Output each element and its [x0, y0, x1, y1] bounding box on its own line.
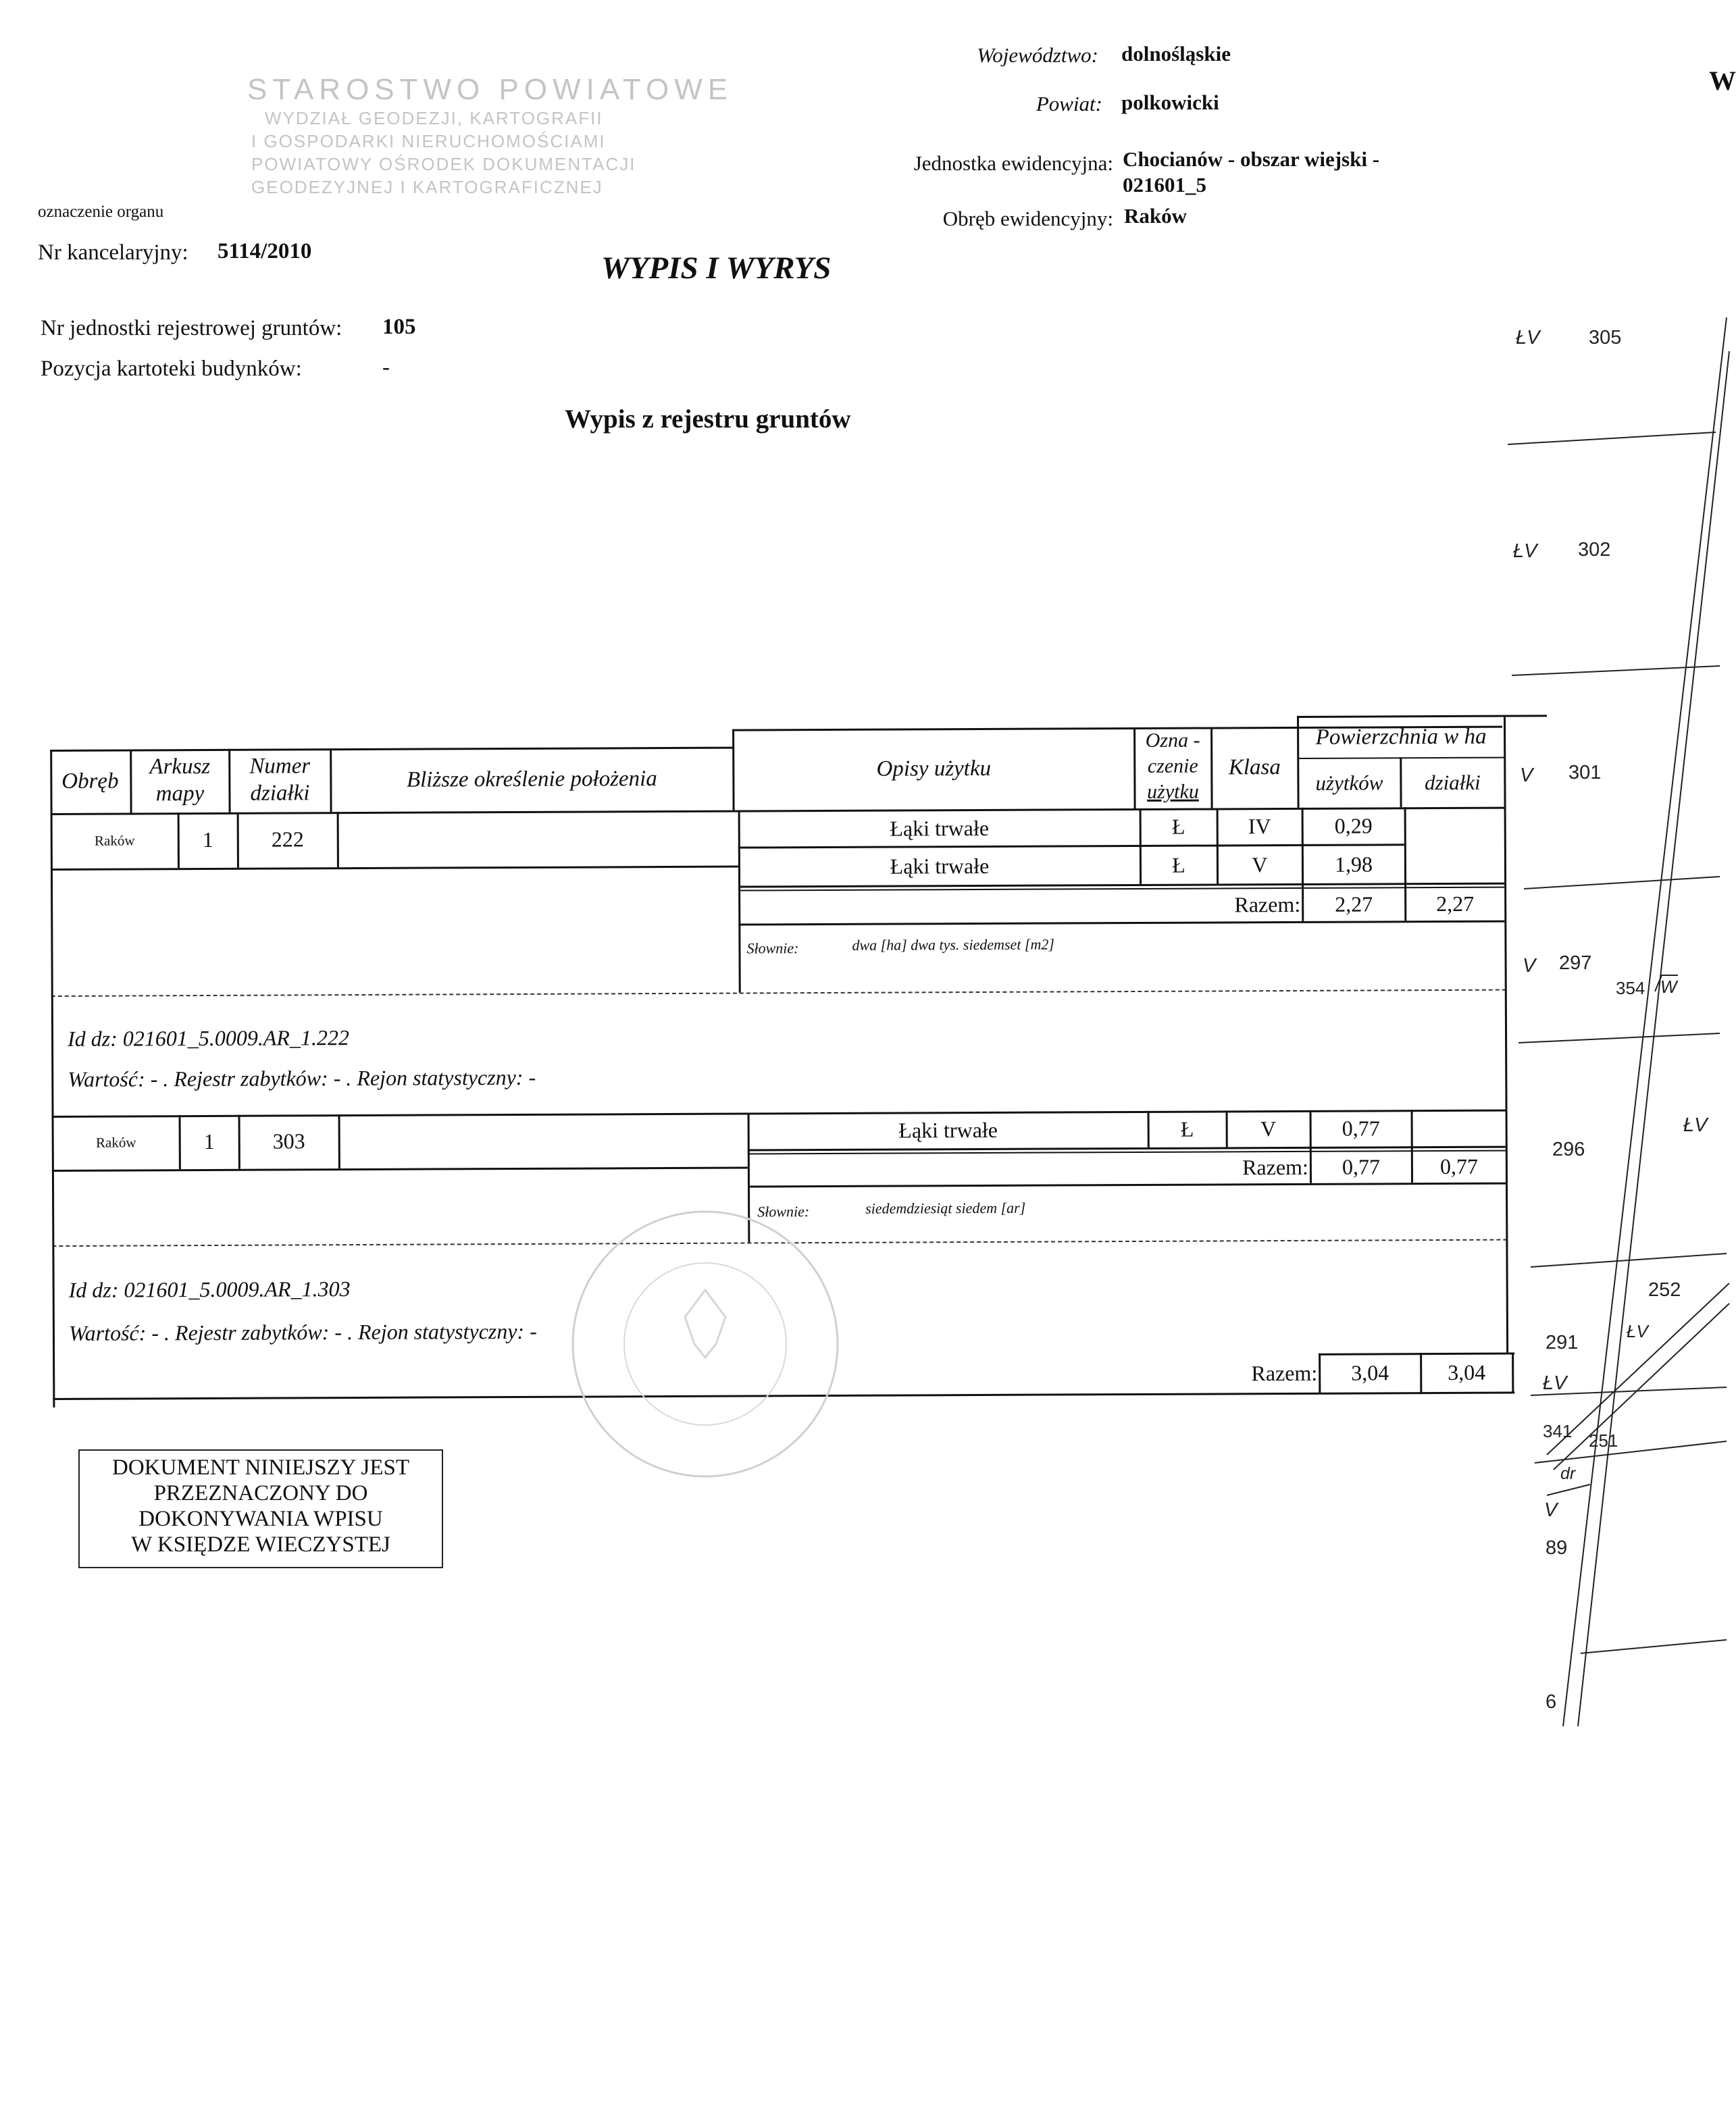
map-parcel-302: 302 — [1578, 539, 1611, 561]
razem-label: Razem: — [1242, 1155, 1308, 1180]
map-parcel-89: 89 — [1546, 1537, 1568, 1559]
parcel-numer: 303 — [272, 1129, 305, 1154]
note-box — [78, 1449, 443, 1568]
map-v-301: V — [1520, 765, 1533, 786]
stamp-line3: I GOSPODARKI NIERUCHOMOŚCIAMI — [251, 131, 606, 151]
header-ozn-3: użytku — [1147, 780, 1199, 804]
jednostka-label: Jednostka ewidencyjna: — [913, 151, 1113, 175]
total-label: Razem: — [1251, 1361, 1318, 1386]
razem-uzytkow: 0,77 — [1342, 1154, 1380, 1179]
razem-uzytkow: 2,27 — [1335, 892, 1373, 916]
slownie-label: Słownie: — [746, 939, 799, 957]
main-title: WYPIS I WYRYS — [601, 251, 832, 286]
kancelaryjny-label: Nr kancelaryjny: — [38, 240, 188, 265]
header-ozn-1: Ozna - — [1145, 729, 1200, 752]
razem-dzialki: 0,77 — [1439, 1154, 1478, 1179]
parcel-wartosc: Wartość: - . Rejestr zabytków: - . Rejon statystyczny: - — [68, 1064, 536, 1091]
kancelaryjny-value: 5114/2010 — [218, 239, 312, 263]
note-line3: DOKONYWANIA WPISU — [138, 1507, 383, 1531]
map-w-354: W — [1660, 977, 1677, 997]
use-opis: Łąki trwałe — [890, 816, 990, 841]
header-opisy: Opisy użytku — [876, 756, 992, 781]
header-arkusz-1: Arkusz — [149, 754, 211, 779]
header-klasa: Klasa — [1228, 754, 1281, 780]
use-klasa: V — [1252, 852, 1268, 877]
use-opis: Łąki trwałe — [898, 1118, 998, 1143]
map-parcel-291: 291 — [1546, 1332, 1579, 1353]
stamp-line1: STAROSTWO POWIATOWE — [247, 73, 734, 106]
powiat-label: Powiat: — [1036, 92, 1102, 115]
map-lv-302: ŁV — [1513, 540, 1537, 562]
header-dzialki: działki — [1424, 770, 1481, 794]
corner-letter: W — [1709, 66, 1736, 96]
slownie-value: siedemdziesiąt siedem [ar] — [865, 1199, 1026, 1217]
header-uzytkow: użytków — [1315, 771, 1383, 795]
parcel-wartosc: Wartość: - . Rejestr zabytków: - . Rejon statystyczny: - — [68, 1318, 537, 1345]
razem-dzialki: 2,27 — [1436, 892, 1475, 916]
sub-title: Wypis z rejestru gruntów — [565, 405, 851, 434]
jednostka-value-line2: 021601_5 — [1123, 173, 1206, 197]
parcel-obreb: Raków — [94, 832, 135, 849]
map-dr: dr — [1560, 1464, 1576, 1483]
map-parcel-296: 296 — [1552, 1139, 1585, 1160]
slownie-value: dwa [ha] dwa tys. siedemset [m2] — [852, 935, 1054, 954]
header-numer-1: Numer — [249, 753, 311, 779]
total-uzytkow: 3,04 — [1351, 1360, 1389, 1385]
map-lv-252: ŁV — [1627, 1321, 1648, 1341]
wojewodztwo-label: Województwo: — [977, 43, 1098, 67]
map-parcel-6: 6 — [1546, 1691, 1557, 1713]
stamp-line4: POWIATOWY OŚRODEK DOKUMENTACJI — [251, 154, 636, 174]
map-v-297: V — [1523, 955, 1536, 977]
obreb-label: Obręb ewidencyjny: — [942, 207, 1113, 230]
note-line4: W KSIĘDZE WIECZYSTEJ — [131, 1532, 390, 1557]
obreb-value: Raków — [1124, 204, 1188, 228]
powiat-value: polkowicki — [1121, 91, 1219, 114]
use-pow: 0,29 — [1334, 813, 1373, 838]
map-parcel-301: 301 — [1568, 762, 1602, 783]
parcel-arkusz: 1 — [203, 1129, 215, 1154]
map-lv-305: ŁV — [1516, 327, 1540, 348]
map-parcel-341: 341 — [1543, 1421, 1573, 1441]
parcel-id: Id dz: 021601_5.0009.AR_1.222 — [67, 1025, 349, 1051]
map-lv-291: ŁV — [1543, 1372, 1567, 1394]
header-ozn-2: czenie — [1147, 754, 1198, 778]
budynkow-label: Pozycja kartoteki budynków: — [41, 357, 302, 381]
parcel-numer: 222 — [271, 827, 304, 852]
use-opis: Łąki trwałe — [890, 854, 990, 879]
parcel-block — [51, 807, 1521, 996]
table-header-row — [50, 715, 1521, 813]
stamp-line2: WYDZIAŁ GEODEZJI, KARTOGRAFII — [265, 108, 603, 128]
use-pow: 0,77 — [1342, 1116, 1380, 1141]
map-lv-296: ŁV — [1683, 1114, 1708, 1136]
use-ozn: Ł — [1172, 852, 1185, 877]
map-parcel-354: 354 — [1616, 978, 1645, 998]
header-arkusz-2: mapy — [155, 781, 205, 806]
total-dzialki: 3,04 — [1448, 1360, 1486, 1385]
map-parcel-305: 305 — [1589, 327, 1622, 348]
note-line1: DOKUMENT NINIEJSZY JEST — [112, 1455, 409, 1480]
header-blizsze: Bliższe określenie położenia — [406, 766, 657, 792]
parcel-id-block — [51, 989, 1522, 1116]
map-parcel-252: 252 — [1648, 1279, 1681, 1301]
header-powierzchnia: Powierzchnia w ha — [1315, 724, 1487, 750]
use-klasa: IV — [1248, 814, 1271, 839]
slownie-label: Słownie: — [757, 1203, 810, 1220]
parcel-obreb: Raków — [95, 1134, 136, 1151]
map-v-89: V — [1544, 1499, 1558, 1521]
razem-label: Razem: — [1234, 892, 1301, 917]
jednostka-value-line1: Chocianów - obszar wiejski - — [1123, 147, 1380, 171]
header-obreb: Obręb — [61, 769, 119, 794]
header-numer-2: działki — [250, 780, 310, 806]
map-parcel-251: 251 — [1589, 1430, 1618, 1451]
use-pow: 1,98 — [1334, 852, 1373, 877]
use-ozn: Ł — [1171, 814, 1185, 839]
jednostki-value: 105 — [382, 315, 416, 339]
round-seal-icon — [561, 1209, 851, 1479]
note-line2: PRZEZNACZONY DO — [153, 1481, 368, 1505]
organ-label: oznaczenie organu — [38, 203, 164, 221]
jednostki-label: Nr jednostki rejestrowej gruntów: — [41, 316, 342, 340]
map-parcel-297: 297 — [1559, 952, 1592, 974]
parcel-arkusz: 1 — [202, 827, 213, 852]
parcel-id: Id dz: 021601_5.0009.AR_1.303 — [68, 1276, 351, 1302]
use-ozn: Ł — [1180, 1116, 1194, 1141]
use-klasa: V — [1260, 1116, 1277, 1141]
stamp-line5: GEODEZYJNEJ I KARTOGRAFICZNEJ — [251, 177, 603, 197]
budynkow-value: - — [382, 355, 390, 380]
wojewodztwo-value: dolnośląskie — [1121, 42, 1231, 66]
